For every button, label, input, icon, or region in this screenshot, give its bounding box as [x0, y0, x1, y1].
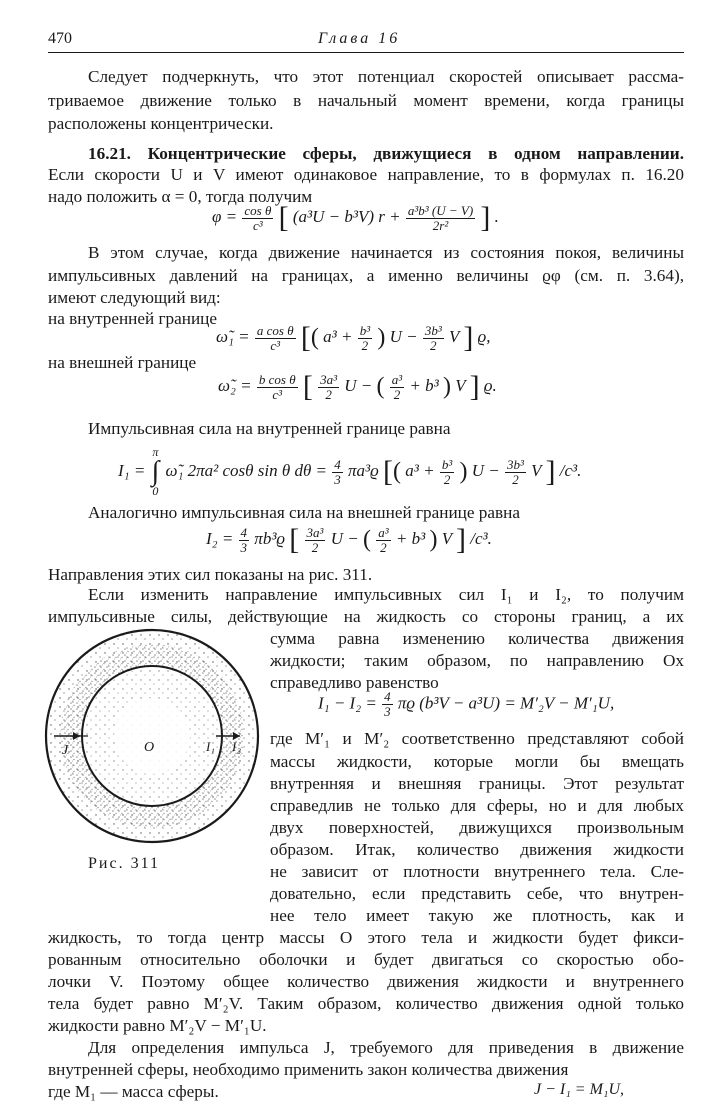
para7-full-line3: лочки V. Поэтому общее количество движения жидкости и внутреннего — [48, 972, 684, 991]
para7-narrow-line3: внутренняя и внешняя границы. Этот результат — [270, 774, 684, 793]
para7-full-line4: тела будет равно M′₂V. Таким образом, количество движения одной только — [48, 994, 684, 1013]
equation-omega1: ω̃₁ = $\frac{\text{a cos θ}}{\text{c³}}$ [( a³ + $\frac{\text{b³}}{2}$ ) U − $\frac{\text{3b³}}{2}$ V ] ϱ, — [216, 321, 491, 354]
para2-line2: импульсивных давлений на границах, а именно величины ϱφ (см. п. 3.64), — [48, 266, 684, 285]
para7-full-line2: рованным относительно оболочки и будет двигаться со скоростью обо- — [48, 950, 684, 969]
para7-full-line1: жидкость, то тогда центр массы O этого тела и жидкости будет фикси- — [48, 928, 684, 947]
section-line3: надо положить α = 0, тогда получим — [48, 187, 313, 206]
para5: Направления этих сил показаны на рис. 311. — [48, 565, 373, 584]
header-rule — [48, 52, 684, 53]
equation-phi: φ = $\frac{\text{cos θ}}{\text{c³}}$ [ (a³U − b³V) r + $\frac{\text{a³b³ (U − V)}}{\text{2r²}}$ ] . — [212, 201, 499, 234]
para7-narrow-line6: образом. Итак, количество движения жидкости — [270, 840, 684, 859]
section-heading: 16.21. Концентрические сферы, движущиеся в одном направлении. — [88, 144, 684, 163]
para7-narrow-line5: двух поверхностей, движущихся произвольным — [270, 818, 684, 837]
label-I2: I₂ — [232, 739, 241, 754]
running-title: Глава 16 — [318, 30, 401, 47]
para7-full-line5: жидкости равно M′₂V − M′₁U. — [48, 1016, 267, 1035]
label-O: O — [144, 740, 155, 755]
para7-narrow-line4: справедлив не только для сферы, но и для любых — [270, 796, 684, 815]
para7-narrow-line1: где M′₁ и M′₂ соответственно представляют собой — [270, 729, 684, 748]
para1-line2: триваемое движение только в начальный момент времени, когда границы — [48, 91, 684, 110]
para8-line2: внутренней сферы, необходимо применить закон количества движения — [48, 1060, 569, 1079]
para7-narrow-line7: не зависит от плотности внутреннего тела. Сле- — [270, 862, 684, 881]
equation-omega2: ω̃₂ = $\frac{\text{b cos θ}}{\text{c³}}$ [ $\frac{\text{3a³}}{2}$ U − ( $\frac{\text{a³}}{2}$ + b³ ) V ] ϱ. — [218, 370, 497, 403]
para6-narrow-line2: жидкости; таким образом, по направлению Ox — [270, 651, 684, 670]
center-clear — [114, 698, 190, 774]
para2-line4: на внутренней границе — [48, 309, 217, 328]
equation-I2: I₂ = $\frac{4}{3}$ πb³ϱ [ $\frac{\text{3a³}}{2}$ U − ( $\frac{\text{a³}}{2}$ + b³ ) V ] /c³. — [206, 523, 492, 556]
para1-line3: расположены концентрически. — [48, 114, 274, 133]
para6-line1: Если изменить направление импульсивных сил I₁ и I₂, то получим — [88, 585, 684, 604]
equation-J: J − I₁ = M₁U, — [534, 1081, 625, 1098]
label-outer-boundary: на внешней границе — [48, 353, 197, 372]
equation-I1: I₁ = π ∫ 0 ω̃₁ 2πa² cosθ sin θ dθ = $\frac{4}{3}$ πa³ϱ [( a³ + $\frac{\text{b³}}{2}$ ) U − $\frac{\text{3b³}}{2}$ V ] /c³. — [118, 445, 582, 498]
para8-line1: Для определения импульса J, требуемого для приведения в движение — [88, 1038, 684, 1057]
para6-narrow-line1: сумма равна изменению количества движения — [270, 629, 684, 648]
para7-narrow-line9: нее тело имеет такую же плотность, как и — [270, 906, 684, 925]
para6-line2: импульсивные силы, действующие на жидкость со стороны границ, а их — [48, 607, 684, 626]
para7-narrow-line2: массы жидкости, которые могли бы вмещать — [270, 752, 684, 771]
para3: Импульсивная сила на внутренней границе равна — [88, 419, 451, 438]
last-line: где M₁ — масса сферы. — [48, 1082, 219, 1101]
para7-narrow-line8: довательно, если представить себе, что внутрен- — [270, 884, 684, 903]
figure-311-concentric-spheres — [40, 624, 264, 848]
para2-line1: В этом случае, когда движение начинается из состояния покоя, величины — [88, 243, 684, 262]
para4: Аналогично импульсивная сила на внешней границе равна — [88, 503, 520, 522]
para6-narrow-line3: справедливо равенство — [270, 673, 439, 692]
label-I1: I₁ — [206, 739, 215, 754]
page-number: 470 — [48, 30, 72, 47]
para1-line1: Следует подчеркнуть, что этот потенциал скоростей описывает рассма- — [88, 67, 684, 86]
para2-line3: имеют следующий вид: — [48, 288, 221, 307]
label-J: J — [62, 743, 69, 758]
figure-caption: Рис. 311 — [88, 855, 160, 872]
section-line2: Если скорости U и V имеют одинаковое направление, то в формулах п. 16.20 — [48, 165, 684, 184]
equation-difference: I₁ − I₂ = $\frac{4}{3}$ πϱ (b³V − a³U) = M′₂V − M′₁U, — [318, 689, 615, 719]
